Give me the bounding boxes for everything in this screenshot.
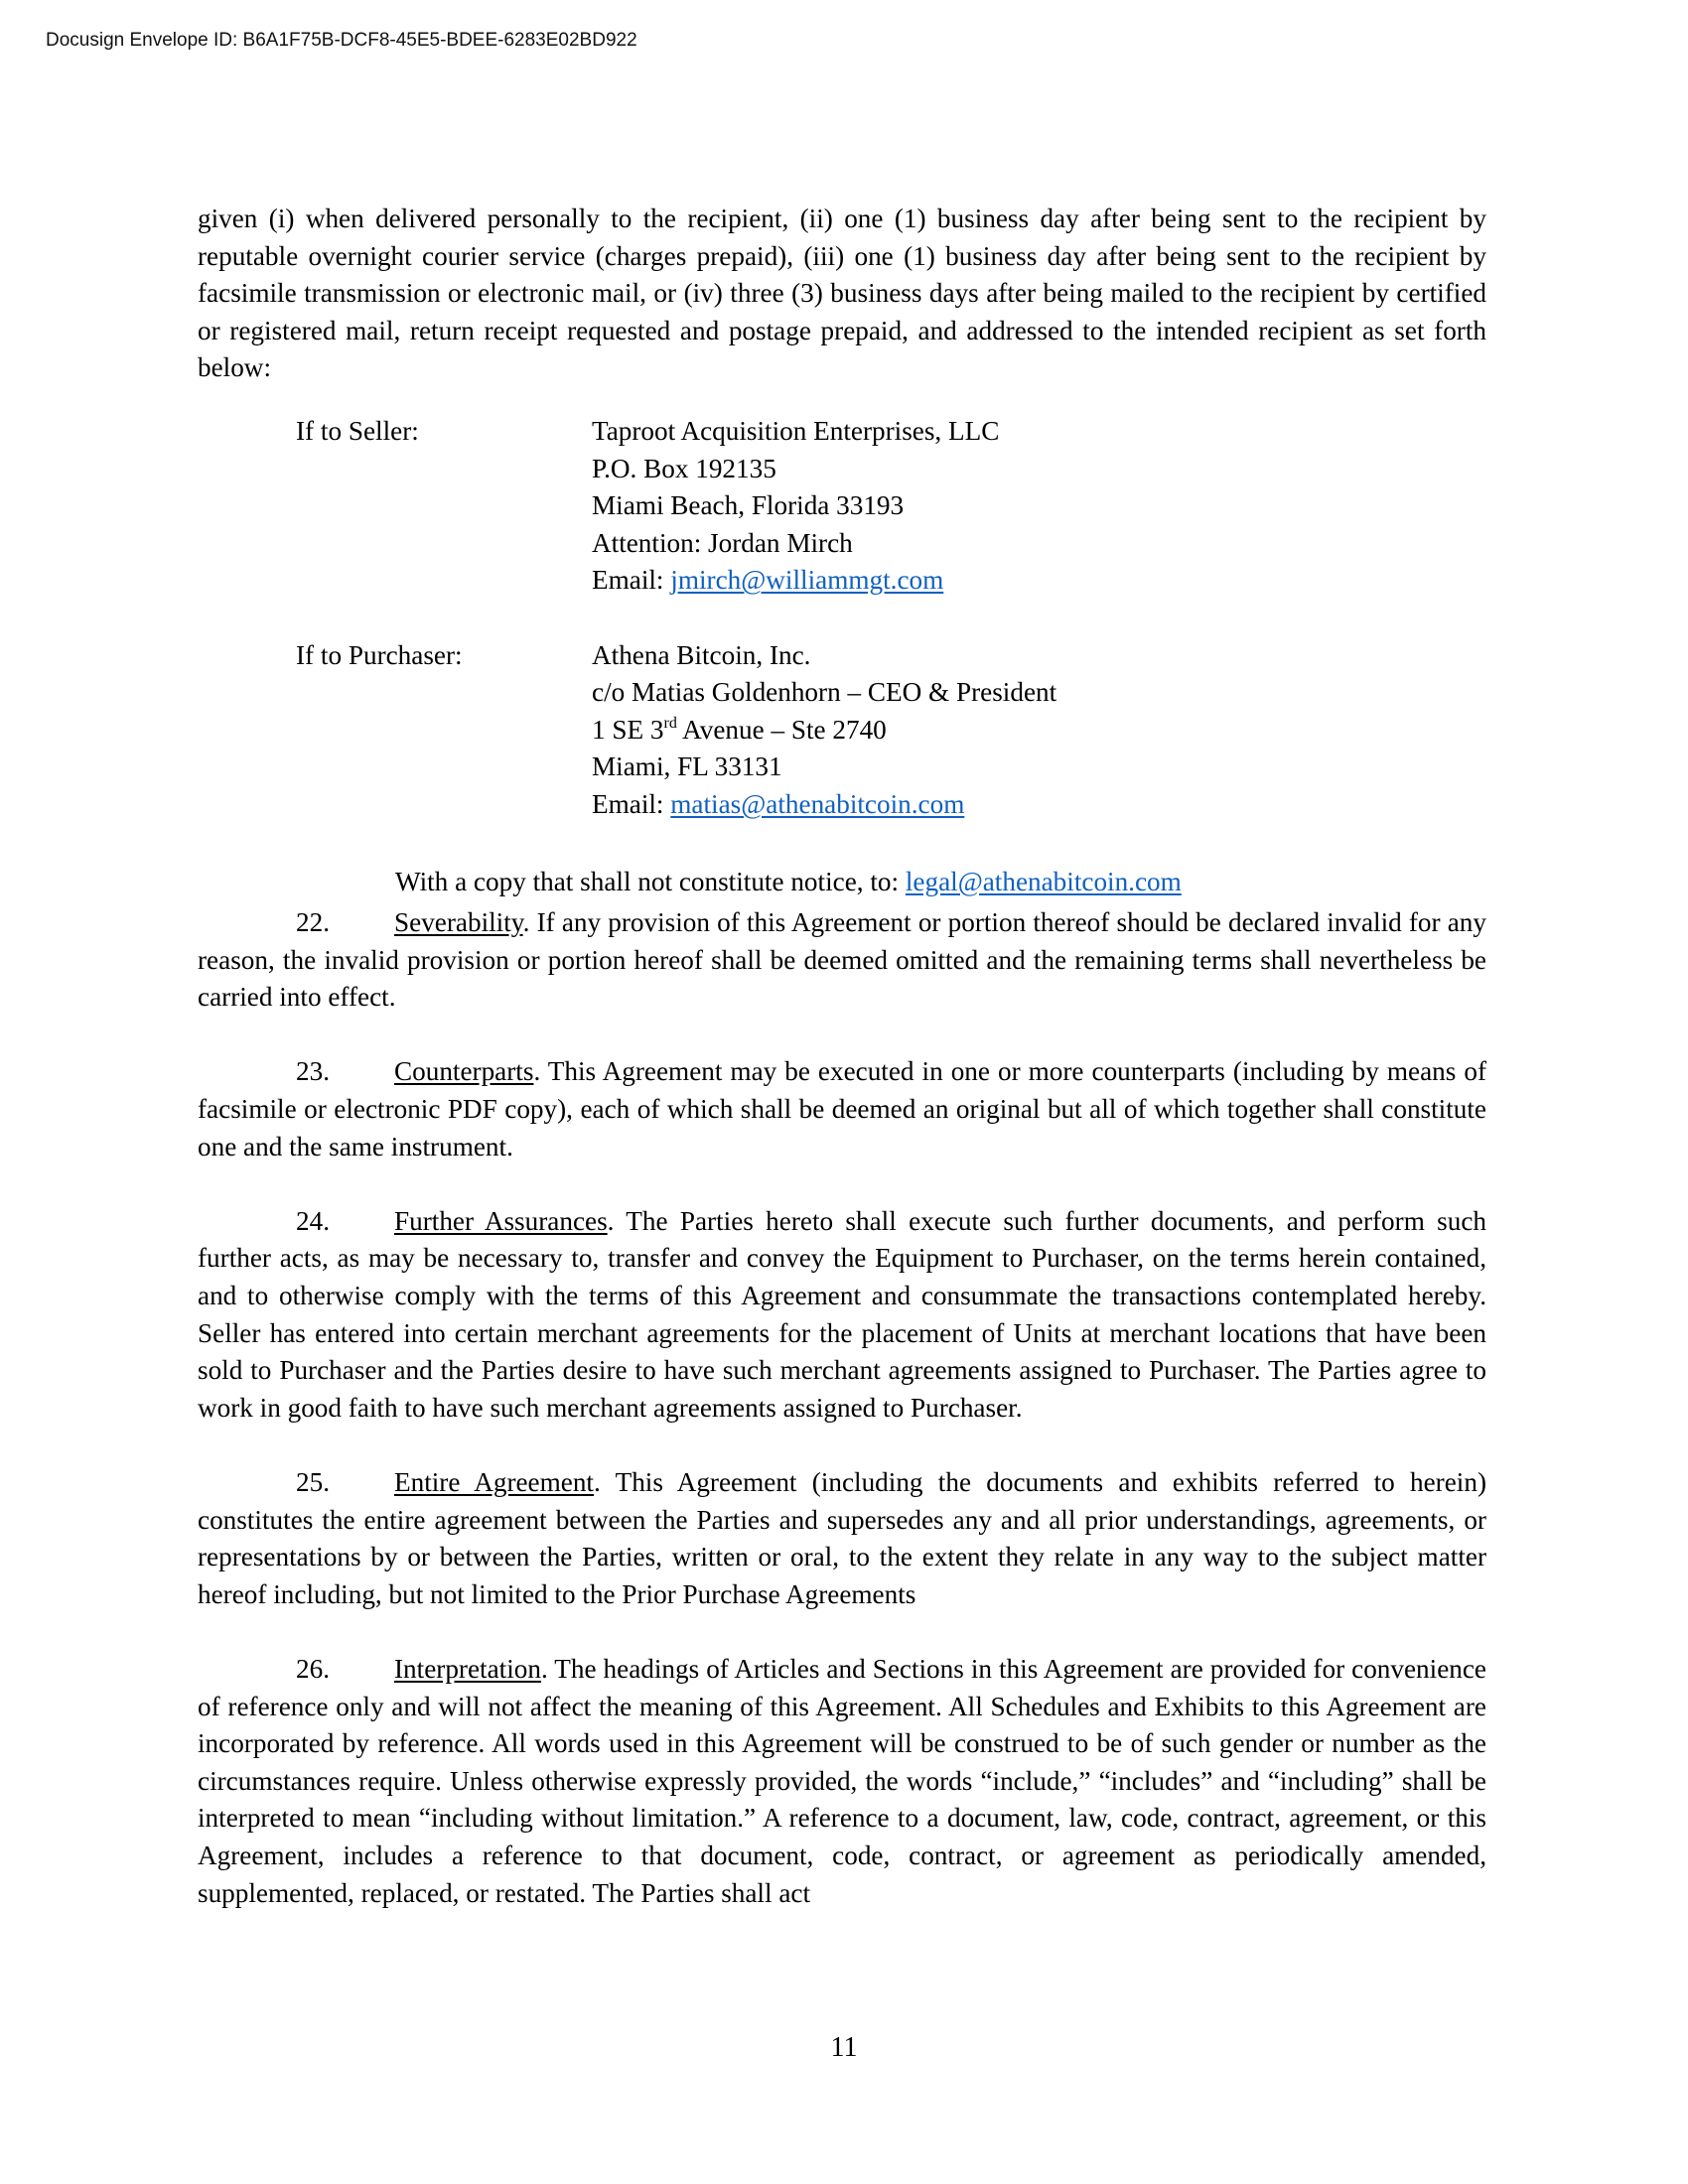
- section-title: Interpretation: [394, 1653, 541, 1684]
- seller-po-box: P.O. Box 192135: [592, 453, 776, 483]
- section-body: . The headings of Articles and Sections in this Agreement are provided for convenience of reference only and will not affect the meaning of this Agreement. All Schedules and Exhibits to this Agreement are incorporated by reference. All words used in this Agreement will be construed to be of such gender or number as the circumstances require. Unless otherwise expressly provided, the words “include,” “includes” and “including” shall be interpreted to mean “including without limitation.” A reference to a document, law, code, contract, agreement, or this Agreement, includes a reference to that document, code, contract, or agreement as periodically amended, supplemented, replaced, or restated. The Parties shall act: [198, 1653, 1486, 1908]
- section-body: . The Parties hereto shall execute such further documents, and perform such further acts, as may be necessary to, transfer and convey the Equipment to Purchaser, on the terms herein contained, and to otherwise comply with the terms of this Agreement and consummate the transactions contemplated hereby. Seller has entered into certain merchant agreements for the placement of Units at merchant locations that have been sold to Purchaser and the Parties desire to have such merchant agreements assigned to Purchaser. The Parties agree to work in good faith to have such merchant agreements assigned to Purchaser.: [198, 1205, 1486, 1423]
- seller-email-label: Email:: [592, 565, 671, 596]
- section-title: Entire Agreement: [394, 1467, 594, 1497]
- purchaser-email-line: [592, 786, 1056, 824]
- section-25-entire-agreement: [198, 1464, 1486, 1613]
- purchaser-care-of: c/o Matias Goldenhorn – CEO & President: [592, 677, 1057, 708]
- copy-notice-text: With a copy that shall not constitute notice, to:: [395, 866, 906, 896]
- section-title: Further Assurances: [394, 1205, 608, 1236]
- seller-label: If to Seller:: [296, 415, 419, 446]
- seller-email-link[interactable]: jmirch@williammgt.com: [670, 565, 944, 596]
- seller-address-block: [296, 413, 1486, 600]
- purchaser-address-block: [296, 637, 1486, 824]
- purchaser-email-label: Email:: [592, 788, 671, 819]
- section-number: 26.: [296, 1653, 330, 1684]
- seller-name: Taproot Acquisition Enterprises, LLC: [592, 415, 1000, 446]
- section-24-further-assurances: [198, 1203, 1486, 1428]
- page-number: 11: [830, 2032, 858, 2063]
- section-title: Severability: [394, 907, 523, 938]
- purchaser-street: 1 SE 3rd Avenue – Ste 2740: [592, 714, 887, 745]
- section-23-counterparts: [198, 1053, 1486, 1165]
- section-number: 22.: [296, 907, 330, 938]
- section-body: . This Agreement (including the documents and exhibits referred to herein) constitutes the entire agreement between the Parties and supersedes any and all prior understandings, agreements, or representations by or between the Parties, written or oral, to the extent they relate in any way to the subject matter hereof including, but not limited to the Prior Purchase Agreements: [198, 1467, 1486, 1609]
- section-title: Counterparts: [394, 1056, 534, 1087]
- purchaser-city: Miami, FL 33131: [592, 751, 782, 782]
- legal-email-link[interactable]: legal@athenabitcoin.com: [905, 866, 1182, 896]
- seller-attention: Attention: Jordan Mirch: [592, 527, 853, 558]
- copy-notice-line: [395, 864, 1486, 901]
- purchaser-name: Athena Bitcoin, Inc.: [592, 639, 811, 670]
- section-number: 25.: [296, 1467, 330, 1497]
- section-number: 23.: [296, 1056, 330, 1087]
- section-number: 24.: [296, 1205, 330, 1236]
- seller-city: Miami Beach, Florida 33193: [592, 490, 905, 521]
- notice-intro-paragraph: given (i) when delivered personally to the recipient, (ii) one (1) business day after being sent to the recipient by reputable overnight courier service (charges prepaid), (iii) one (1) business day after being sent to the recipient by facsimile transmission or electronic mail, or (iv) three (3) business days after being mailed to the recipient by certified or registered mail, return receipt requested and postage prepaid, and addressed to the intended recipient as set forth below:: [198, 204, 1486, 383]
- section-body: . This Agreement may be executed in one or more counterparts (including by means of facsimile or electronic PDF copy), each of which shall be deemed an original but all of which together shall constitute one and the same instrument.: [198, 1056, 1486, 1161]
- document-page: [198, 201, 1486, 1950]
- docusign-envelope-id: Docusign Envelope ID: B6A1F75B-DCF8-45E5-BDEE-6283E02BD922: [46, 30, 637, 51]
- seller-email-line: [592, 562, 999, 600]
- section-26-interpretation: [198, 1651, 1486, 1912]
- section-body: . If any provision of this Agreement or portion thereof should be declared invalid for any reason, the invalid provision or portion hereof shall be deemed omitted and the remaining terms shall nevertheless be carried into effect.: [198, 907, 1486, 1013]
- purchaser-label: If to Purchaser:: [296, 639, 463, 670]
- section-22-severability: [198, 904, 1486, 1017]
- purchaser-email-link[interactable]: matias@athenabitcoin.com: [670, 788, 965, 819]
